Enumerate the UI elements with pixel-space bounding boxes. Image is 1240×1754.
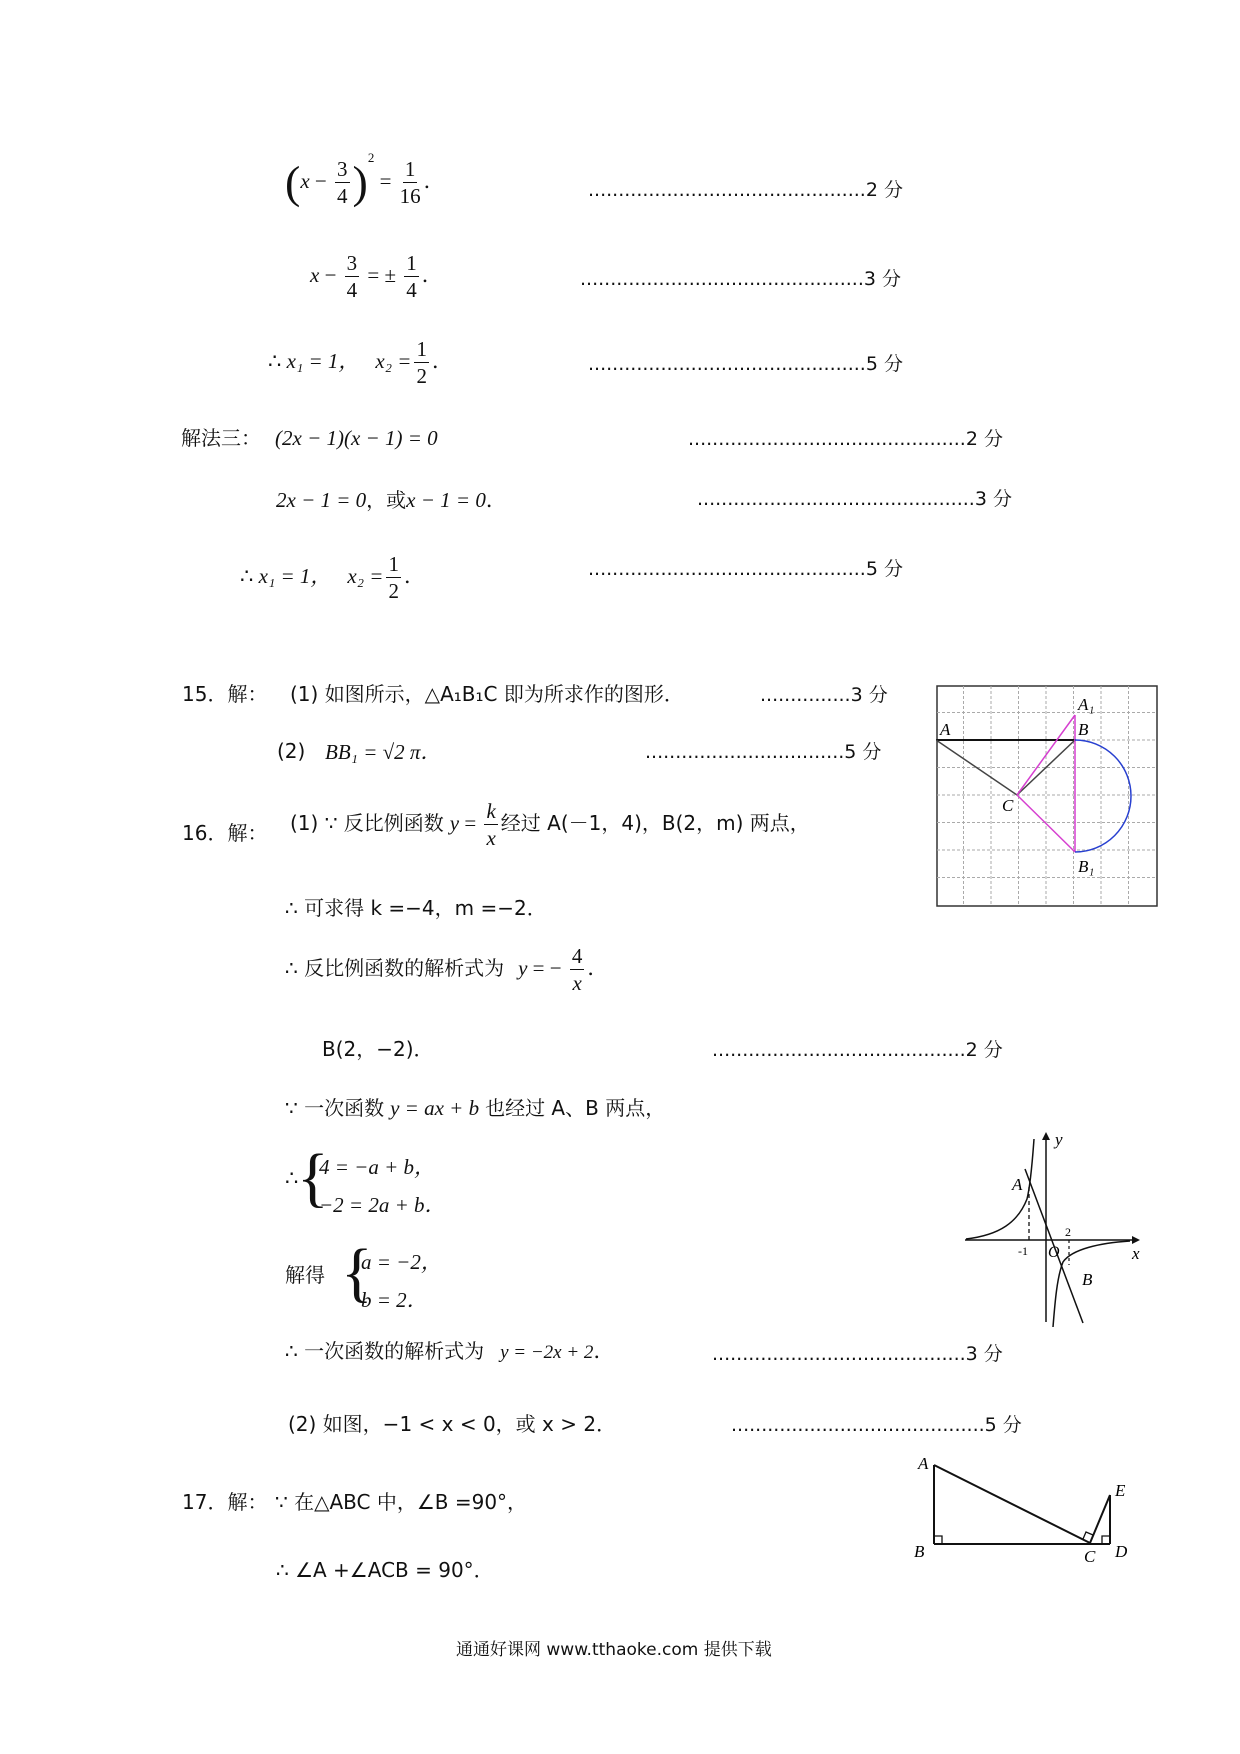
q17-line1: ∵ 在△ABC 中，∠B =90°，	[275, 1490, 528, 1514]
label-E: E	[1115, 1481, 1126, 1500]
label-A: A	[940, 720, 951, 739]
label-B: B	[914, 1542, 925, 1561]
q17-line2: ∴ ∠A +∠ACB = 90°．	[276, 1558, 494, 1582]
q16-line6: ∴ 一次函数的解析式为 y = −2x + 2．	[285, 1339, 615, 1363]
label-B: B	[1078, 720, 1089, 739]
label-2: 2	[1065, 1225, 1071, 1239]
label-B1: B₁	[1078, 857, 1095, 876]
figure-16-graph	[960, 1127, 1150, 1327]
q15-score-3: ...............3 分	[760, 684, 888, 706]
label-D: D	[1115, 1542, 1128, 1561]
eq-square-completed: (x − $\frac{3}{4}$ )$^2$ = $\frac{1}{16}$ ．	[285, 150, 445, 209]
method3-label: 解法三：	[181, 426, 261, 450]
eq-sqrt: x − $\frac{3}{4}$ = ± $\frac{1}{4}$ ．	[310, 251, 443, 303]
q16-system1: ∴ { 4 = −a + b， −2 = 2a + b．	[285, 1141, 446, 1217]
label-A: A	[1012, 1175, 1023, 1194]
q15-line1: (1) 如图所示，△A₁B₁C 即为所求作的图形．	[290, 682, 684, 706]
q17-number: 17．解：	[182, 1490, 268, 1514]
q15-score-5: .................................5 分	[645, 741, 882, 763]
method3-eq1: (2x − 1)(x − 1) = 0	[275, 426, 438, 450]
q16-line7: (2) 如图，−1 < x < 0，或 x > 2．	[288, 1412, 617, 1436]
q16-line1: (1) ∵ 反比例函数 y = $\frac{k}{x}$ 经过 A(－1，4)，B(2，m) 两点，	[290, 799, 810, 851]
label-minus1: -1	[1018, 1244, 1028, 1258]
method3-score-2: ..............................................2 分	[688, 428, 1003, 450]
label-x: x	[1132, 1244, 1140, 1263]
method3-roots: ∴ x₁ = 1， x₂ = $\frac{1}{2}$ ．	[240, 552, 425, 604]
q15-number: 15．解：	[182, 682, 268, 706]
q16-score-3: ..........................................3 分	[712, 1343, 1003, 1365]
score-5: ..............................................5 分	[588, 353, 903, 375]
method3-eq2: 2x − 1 = 0，或x − 1 = 0．	[276, 488, 507, 512]
label-C: C	[1084, 1547, 1096, 1565]
label-A1: A₁	[1078, 695, 1095, 714]
score-2: ..............................................2 分	[588, 179, 903, 201]
label-C: C	[1002, 796, 1014, 815]
figure-17-triangles	[910, 1455, 1140, 1565]
q16-number: 16．解：	[182, 821, 268, 845]
method3-score-5: ..............................................5 分	[588, 558, 903, 580]
q15-part2-expr: BB₁ = √2 π．	[325, 740, 442, 764]
q16-line5: ∵ 一次函数 y = ax + b 也经过 A、B 两点，	[285, 1096, 666, 1120]
q16-score-2: ..........................................2 分	[712, 1039, 1003, 1061]
figure-15-grid	[936, 685, 1158, 907]
q16-line2: ∴ 可求得 k =−4，m =−2．	[285, 896, 547, 920]
label-y: y	[1055, 1130, 1063, 1149]
label-A: A	[918, 1455, 929, 1473]
q16-line3: ∴ 反比例函数的解析式为 y = − $\frac{4}{x}$ ．	[285, 944, 609, 996]
label-O: O	[1048, 1244, 1060, 1261]
q16-line4: B(2，−2)．	[322, 1037, 434, 1061]
eq-roots: ∴ x₁ = 1， x₂ = $\frac{1}{2}$ ．	[268, 337, 453, 389]
method3-score-3: ..............................................3 分	[697, 488, 1012, 510]
q15-part2-label: (2)	[277, 739, 306, 763]
q16-system2: 解得 { a = −2， b = 2．	[285, 1236, 442, 1312]
label-B: B	[1082, 1270, 1093, 1289]
score-3: ...............................................3 分	[580, 268, 901, 290]
page-footer: 通通好课网 www.tthaoke.com 提供下载	[456, 1640, 772, 1660]
q16-score-5: ..........................................5 分	[731, 1414, 1022, 1436]
